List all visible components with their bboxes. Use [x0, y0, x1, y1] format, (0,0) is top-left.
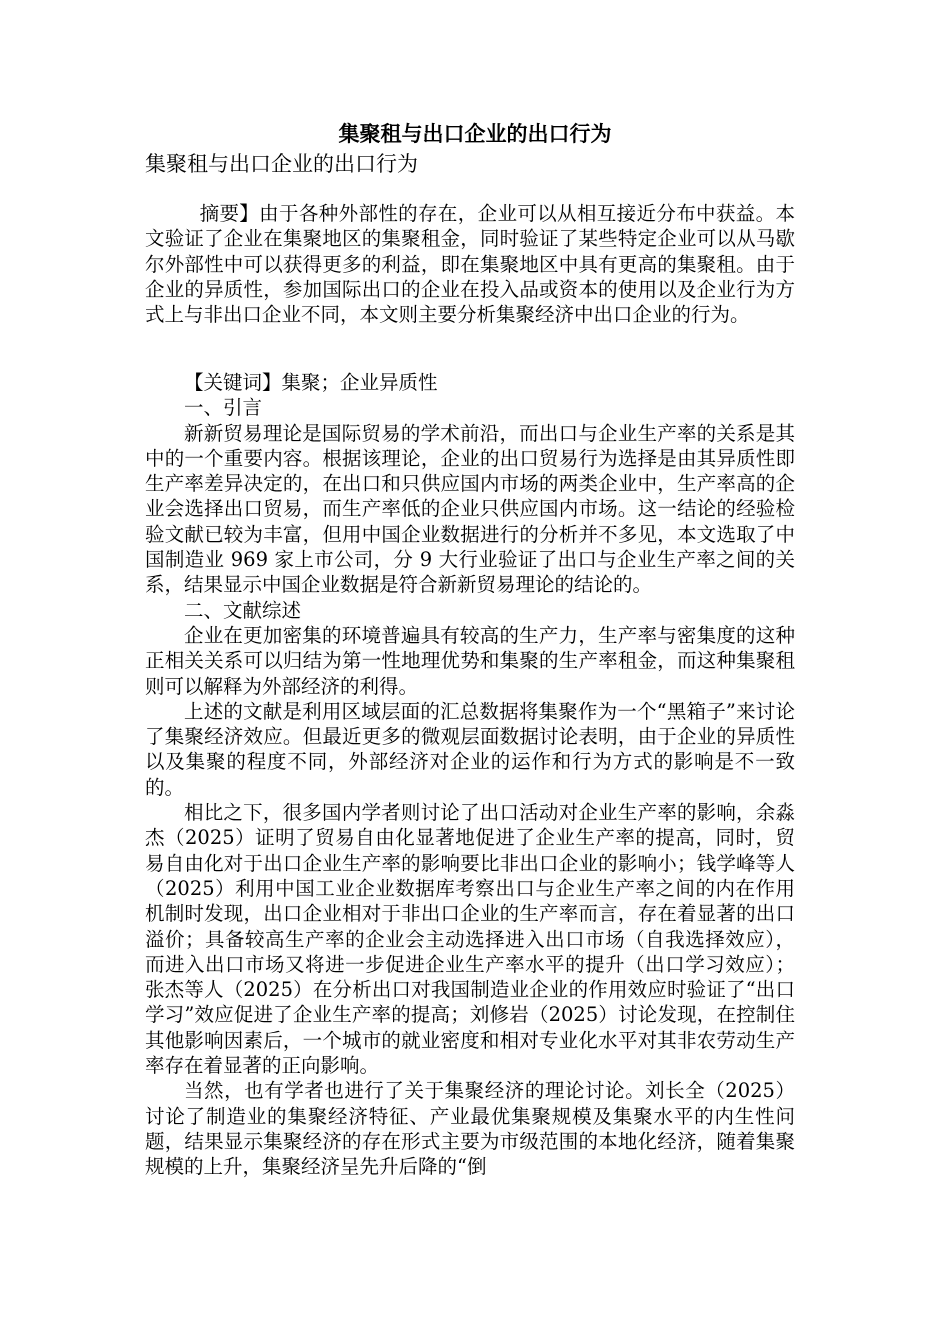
abstract-block	[145, 201, 795, 327]
paragraph: 企业在更加密集的环境普遍具有较高的生产力，生产率与密集度的这种正相关关系可以归结为第一性地理优势和集聚的生产率租金，而这种集聚租则可以解释为外部经济的利得。	[145, 623, 795, 698]
paragraph: 相比之下，很多国内学者则讨论了出口活动对企业生产率的影响，余淼杰（2025）证明了贸易自由化显著地促进了企业生产率的提高，同时，贸易自由化对于出口企业生产率的影响要比非出口企业的影响小；钱学峰等人（2025）利用中国工业企业数据库考察出口与企业生产率之间的内在作用机制时发现，出口企业相对于非出口企业的生产率而言，存在着显著的出口溢价；具备较高生产率的企业会主动选择进入出口市场（自我选择效应），而进入出口市场又将进一步促进企业生产率水平的提升（出口学习效应）；张杰等人（2025）在分析出口对我国制造业企业的作用效应时验证了“出口学习”效应促进了企业生产率的提高；刘修岩（2025）讨论发现，在控制住其他影响因素后，一个城市的就业密度和相对专业化水平对其非农劳动生产率存在着显著的正向影响。	[145, 801, 795, 1078]
section-heading-introduction: 一、引言	[184, 396, 263, 420]
document-subtitle: 集聚租与出口企业的出口行为	[145, 152, 418, 176]
paragraph: 新新贸易理论是国际贸易的学术前沿，而出口与企业生产率的关系是其中的一个重要内容。根据该理论，企业的出口贸易行为选择是由其异质性即生产率差异决定的，在出口和只供应国内市场的两类企业中，生产率高的企业会选择出口贸易，而生产率低的企业只供应国内市场。这一结论的经验检验文献已较为丰富，但用中国企业数据进行的分析并不多见，本文选取了中国制造业 969 家上市公司，分 9 大行业验证了出口与企业生产率之间的关系，结果显示中国企业数据是符合新新贸易理论的结论的。	[145, 421, 795, 597]
keywords-line: 【关键词】集聚；企业异质性	[184, 371, 438, 394]
paragraph: 上述的文献是利用区域层面的汇总数据将集聚作为一个“黑箱子”来讨论了集聚经济效应。但最近更多的微观层面数据讨论表明，由于企业的异质性以及集聚的程度不同，外部经济对企业的运作和行为方式的影响是不一致的。	[145, 699, 795, 799]
abstract-paragraph: 摘要】由于各种外部性的存在，企业可以从相互接近分布中获益。本文验证了企业在集聚地区的集聚租金，同时验证了某些特定企业可以从马歇尔外部性中可以获得更多的利益，即在集聚地区中具有更高的集聚租。由于企业的异质性，参加国际出口的企业在投入品或资本的使用以及企业行为方式上与非出口企业不同，本文则主要分析集聚经济中出口企业的行为。	[145, 202, 795, 327]
document-title: 集聚租与出口企业的出口行为	[338, 121, 612, 146]
paragraph: 当然，也有学者也进行了关于集聚经济的理论讨论。刘长全（2025）讨论了制造业的集聚经济特征、产业最优集聚规模及集聚水平的内生性问题，结果显示集聚经济的存在形式主要为市级范围的本地化经济，随着集聚规模的上升，集聚经济呈先升后降的“倒	[145, 1079, 795, 1179]
section-heading-literature-review: 二、文献综述	[184, 598, 302, 622]
main-text	[145, 370, 795, 1180]
